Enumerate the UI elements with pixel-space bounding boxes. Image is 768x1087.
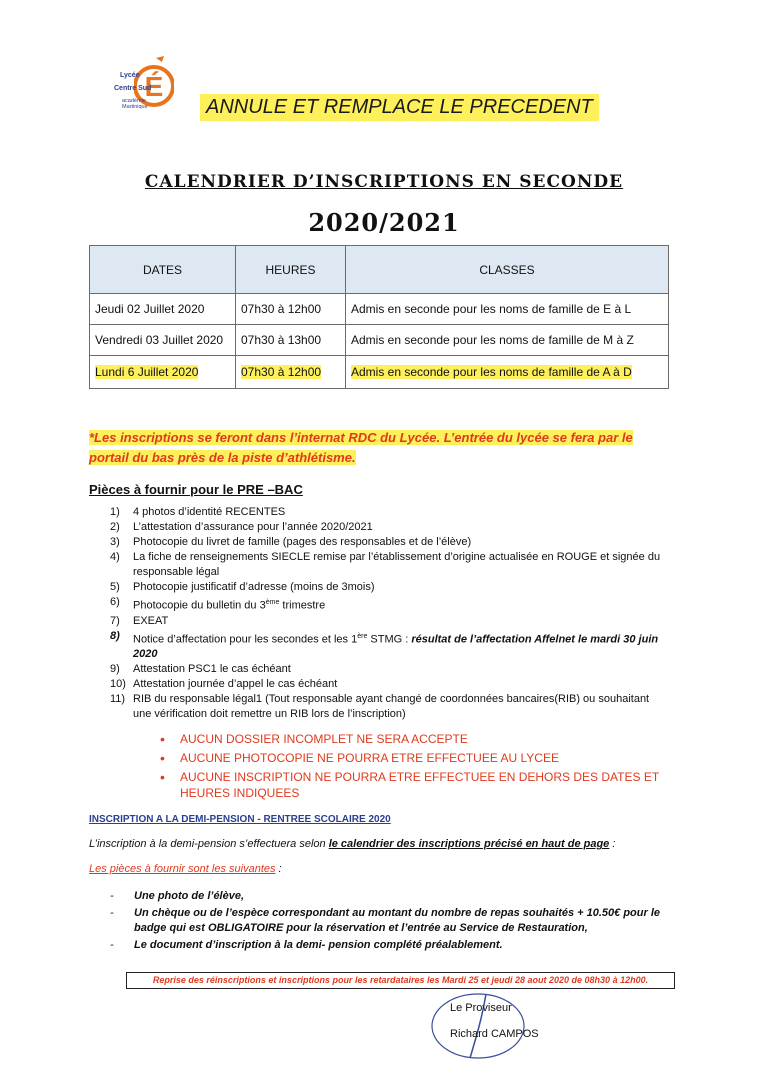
list-item: 6) Photocopie du bulletin du 3ème trimestre [110, 596, 326, 612]
demi-pension-title: INSCRIPTION A LA DEMI-PENSION - RENTREE SCOLAIRE 2020 [89, 814, 391, 825]
signature-role: Le Proviseur [450, 1002, 512, 1014]
cell-hours: 07h30 à 12h00 [236, 294, 346, 325]
header-dates: DATES [90, 246, 236, 294]
list-item: 1) 4 photos d’identité RECENTES [110, 506, 286, 518]
replacement-banner: ANNULE ET REMPLACE LE PRECEDENT [200, 94, 599, 121]
list-item: - Un chèque ou de l’espèce correspondant au montant du nombre de repas souhaités + 10.50€ pour le badge qui est OBLIGATOIRE pour la réservation et l’entrée au Service de Restauration, [110, 906, 680, 936]
list-item: 3) Photocopie du livret de famille (pages des responsables et de l’élève) [110, 536, 472, 548]
signature-stamp-icon [426, 988, 526, 1060]
logo-text-academie: académie Martinique [122, 98, 148, 110]
cell-date: Lundi 6 Juillet 2020 [90, 356, 236, 389]
list-item: 7) EXEAT [110, 614, 169, 627]
schedule-table [89, 245, 669, 389]
warning-item: • AUCUNE PHOTOCOPIE NE POURRA ETRE EFFECTUEE AU LYCEE [160, 750, 660, 766]
pieces-title: Pièces à fournir pour le PRE –BAC [89, 482, 303, 497]
list-item: 10) Attestation journée d’appel le cas échéant [110, 678, 338, 691]
list-item: 8) Notice d’affectation pour les secondes et les 1ère STMG : résultat de l’affectation Affelnet le mardi 30 juin 2020 [110, 629, 659, 661]
list-item: - Une photo de l’élève, [110, 889, 680, 904]
document-title: CALENDRIER D’INSCRIPTIONS EN SECONDE [144, 172, 624, 192]
cell-hours: 07h30 à 12h00 [236, 356, 346, 389]
demi-pension-list [110, 889, 680, 955]
warning-item: • AUCUNE INSCRIPTION NE POURRA ETRE EFFECTUEE EN DEHORS DES DATES ET HEURES INDIQUEES [160, 769, 660, 801]
school-logo [112, 56, 174, 122]
list-item: - Le document d’inscription à la demi- pension complété préalablement. [110, 938, 680, 953]
cell-date: Jeudi 02 Juillet 2020 [90, 294, 236, 325]
table-row [90, 356, 669, 389]
table-row [90, 294, 669, 325]
signature-name: Richard CAMPOS [450, 1028, 539, 1040]
warning-list [160, 731, 660, 804]
pieces-list [110, 505, 670, 722]
list-item: 11) RIB du responsable légal1 (Tout responsable ayant changé de coordonnées bancaires(RIB) ou souhaitant une vérification doit remettre un RIB lors de l’inscription) [110, 693, 650, 721]
logo-text-lycee: Lycée [120, 72, 140, 79]
demi-pension-pieces-label: Les pièces à fournir sont les suivantes : [89, 863, 282, 875]
cell-classes: Admis en seconde pour les noms de famille de E à L [346, 294, 669, 325]
cell-date: Vendredi 03 Juillet 2020 [90, 325, 236, 356]
demi-pension-intro: L’inscription à la demi-pension s’effectuera selon le calendrier des inscriptions précisé en haut de page : [89, 838, 616, 850]
school-year: 2020/2021 [308, 208, 460, 237]
cell-hours: 07h30 à 13h00 [236, 325, 346, 356]
cell-classes: Admis en seconde pour les noms de famille de M à Z [346, 325, 669, 356]
reprise-notice: Reprise des réinscriptions et inscriptions pour les retardataires les Mardi 25 et jeudi 28 aout 2020 de 08h30 à 12h00. [126, 972, 675, 989]
list-item: 4) La fiche de renseignements SIECLE remise par l’établissement d’origine actualisée en ROUGE et signée du responsable légal [110, 551, 661, 578]
list-item: 5) Photocopie justificatif d’adresse (moins de 3mois) [110, 581, 375, 593]
svg-text:É: É [144, 71, 164, 102]
location-note: *Les inscriptions se feront dans l’internat RDC du Lycée. L’entrée du lycée se fera par le portail du bas près de la piste d’athlétisme. [89, 430, 633, 465]
table-header-row [90, 246, 669, 294]
header-hours: HEURES [236, 246, 346, 294]
list-item: 9) Attestation PSC1 le cas échéant [110, 663, 291, 676]
logo-text-centre-sud: Centre Sud [114, 85, 152, 92]
header-classes: CLASSES [346, 246, 669, 294]
cell-classes: Admis en seconde pour les noms de famille de A à D [346, 356, 669, 389]
list-item: 2) L’attestation d’assurance pour l’année 2020/2021 [110, 521, 373, 533]
warning-item: • AUCUN DOSSIER INCOMPLET NE SERA ACCEPTE [160, 731, 660, 747]
table-row [90, 325, 669, 356]
